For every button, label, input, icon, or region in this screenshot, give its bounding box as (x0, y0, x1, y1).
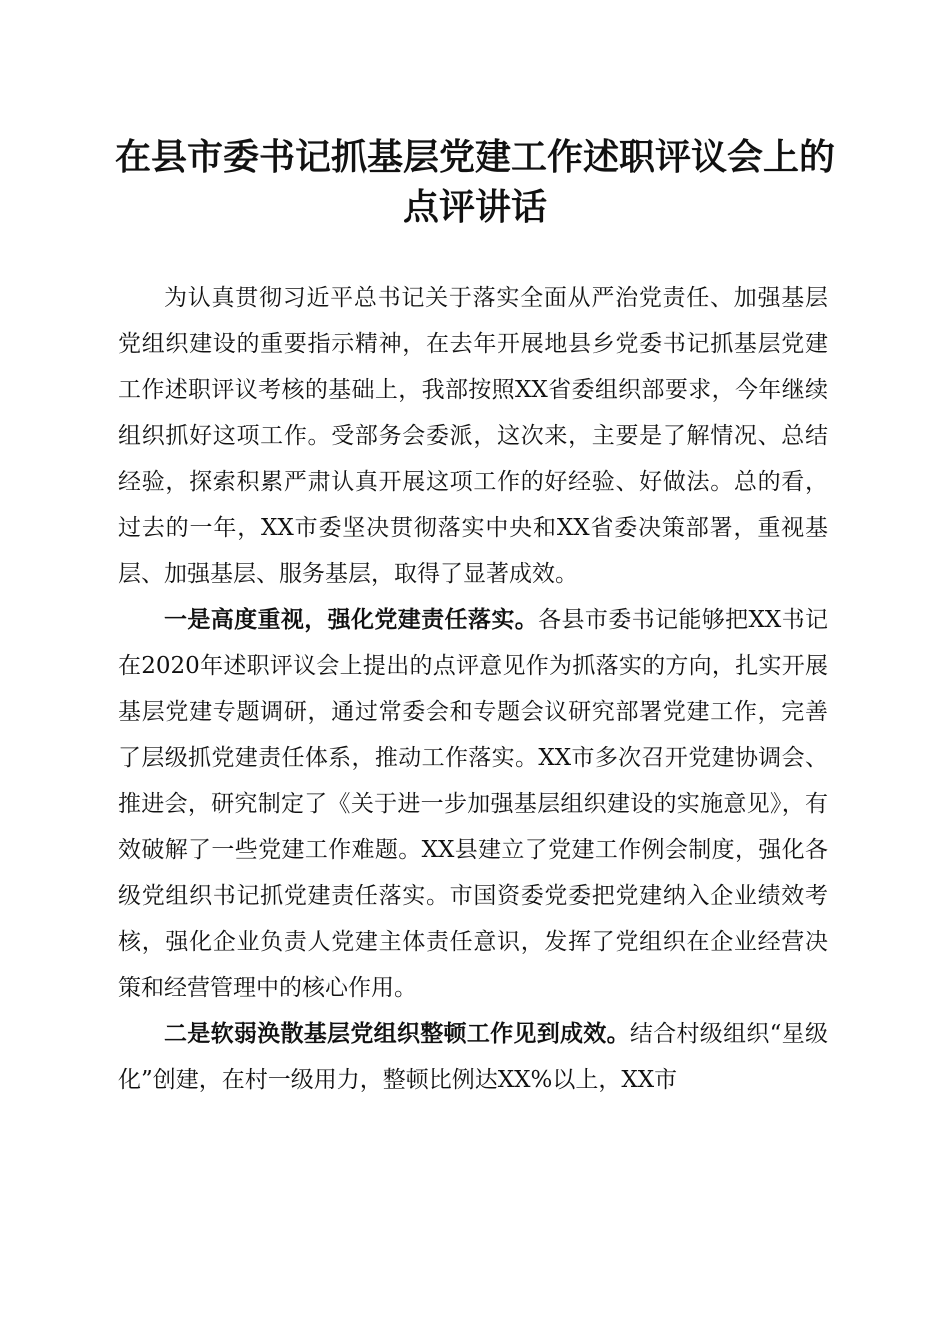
paragraph-text: 各县市委书记能够把XX书记在2020年述职评议会上提出的点评意见作为抓落实的方向，扎实开展基层党建专题调研，通过常委会和专题会议研究部署党建工作，完善了层级抓党建责任体系，推动工作落实。XX市多次召开党建协调会、推进会，研究制定了《关于进一步加强基层组织建设的实施意见》，有效破解了一些党建工作难题。XX县建立了党建工作例会制度，强化各级党组织书记抓党建责任落实。市国资委党委把党建纳入企业绩效考核，强化企业负责人党建主体责任意识，发挥了党组织在企业经营决策和经营管理中的核心作用。 (118, 607, 829, 1001)
paragraph-text: 为认真贯彻习近平总书记关于落实全面从严治党责任、加强基层党组织建设的重要指示精神，在去年开展地县乡党委书记抓基层党建工作述职评议考核的基础上，我部按照XX省委组织部要求，今年继续组织抓好这项工作。受部务会委派，这次来，主要是了解情况、总结经验，探索积累严肃认真开展这项工作的好经验、好做法。总的看，过去的一年，XX市委坚决贯彻落实中央和XX省委决策部署，重视基层、加强基层、服务基层，取得了显著成效。 (118, 285, 828, 587)
paragraph-intro (118, 275, 828, 597)
document-title (100, 132, 850, 232)
document-body (118, 275, 828, 1103)
title-line-1: 在县市委书记抓基层党建工作述职评议会上的 (114, 136, 835, 178)
paragraph-lead: 一是高度重视，强化党建责任落实。 (164, 606, 539, 633)
title-line-2: 点评讲话 (402, 186, 547, 228)
paragraph-text: 结合村级组织“星级化”创建，在村一级用力，整顿比例达XX%以上，XX市 (118, 1021, 829, 1093)
paragraph-lead: 二是软弱涣散基层党组织整顿工作见到成效。 (164, 1020, 630, 1047)
paragraph-point-1 (118, 597, 828, 1011)
paragraph-point-2 (118, 1011, 828, 1103)
